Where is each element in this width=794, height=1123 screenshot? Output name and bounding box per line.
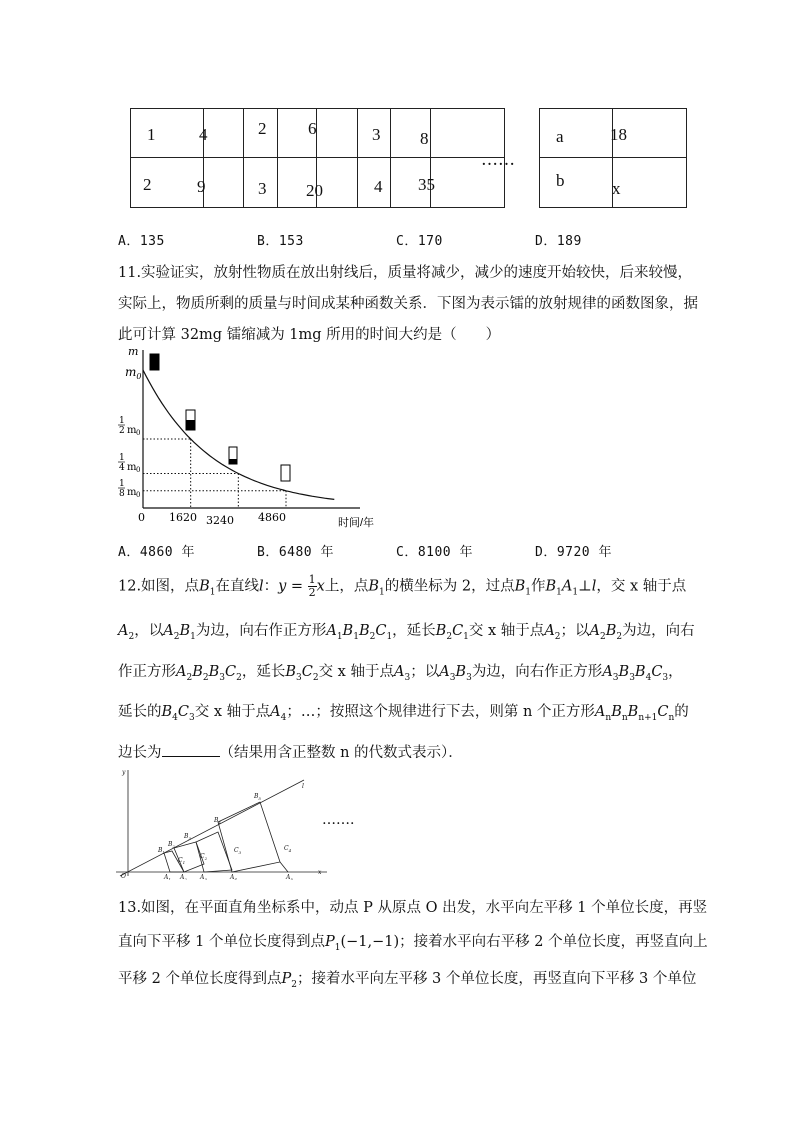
grid-cell: 6 [308, 119, 317, 138]
svg-text:4: 4 [119, 463, 125, 473]
grid-cell: b [556, 171, 565, 190]
q11-line-1: 11.实验证实，放射性物质在放出射线后，质量将减少，减少的速度开始较快，后来较慢， [118, 265, 693, 281]
svg-text:B2: $B_2$ [168, 841, 175, 849]
q12-line-2: $A_2$，以$A_2B_1$为边，向右作正方形$A_1B_1B_2C_1$，延长$B_2C_1$交 x 轴于点$A_2$；以$A_2B_2$为边，向右 [118, 623, 695, 642]
svg-text:2: 2 [119, 426, 125, 436]
sample-icon-quarter-fill [229, 459, 237, 464]
grid-cell: 8 [420, 129, 429, 148]
svg-text:C4: $C_4$ [284, 845, 292, 853]
q11-option-a: A．4860 年 [118, 545, 195, 560]
grid-cell: 35 [418, 175, 435, 194]
svg-text:x: x [318, 869, 322, 876]
grid-cell: 4 [199, 125, 208, 144]
y-axis-label: m [128, 345, 139, 358]
q12-line-3: 作正方形$A_2B_2B_3C_2$，延长$B_3C_2$交 x 轴于点$A_3$；以$A_3B_3$为边，向右作正方形$A_3B_3B_4C_3$， [118, 664, 683, 683]
x-tick-0: 0 [138, 511, 145, 524]
squares-figure [112, 768, 342, 880]
svg-text:1: 1 [119, 453, 125, 463]
q12-line-5: 边长为 （结果用含正整数 n 的代数式表示）． [118, 745, 463, 761]
grid-cell: 3 [372, 125, 381, 144]
q10-option-c: C．170 [396, 234, 443, 249]
q11-option-c: C．8100 年 [396, 545, 473, 560]
svg-text:8: 8 [119, 489, 125, 499]
grid-cell: x [612, 179, 621, 198]
q10-option-d: D．189 [535, 234, 582, 249]
grid-cell: 3 [258, 179, 267, 198]
svg-text:A1: $A_1$ [164, 874, 171, 880]
svg-text:C3: $C_3$ [234, 847, 242, 855]
decay-curve [143, 370, 334, 499]
sample-icon-half-fill [186, 420, 195, 430]
svg-text:O: O [121, 873, 126, 880]
grid-4 [539, 108, 687, 208]
sample-icon-full [150, 354, 159, 370]
svg-text:A5: $A_5$ [286, 874, 293, 880]
grid-cell: 20 [306, 181, 323, 200]
grid-cell: a [556, 127, 564, 146]
svg-text:l: l [302, 783, 304, 790]
svg-text:m: m [127, 425, 137, 436]
sample-icon-eighth [281, 465, 290, 481]
svg-text:0: 0 [136, 491, 141, 499]
grid-cell: 18 [610, 125, 627, 144]
q10-option-b: B．153 [257, 234, 304, 249]
q11-option-b: B．6480 年 [257, 545, 334, 560]
figure-ellipsis: ……. [322, 812, 355, 828]
svg-text:C1: $C_1$ [178, 857, 186, 865]
svg-text:1: 1 [119, 416, 125, 426]
svg-text:1: 1 [119, 479, 125, 489]
svg-text:B1: $B_1$ [158, 847, 165, 855]
q13-line-2: 直向下平移 1 个单位长度得到点$P_1(-1,-1)$；接着水平向右平移 2 个单位长度，再竖直向上 [118, 934, 708, 953]
grid-cell: 9 [197, 177, 206, 196]
answer-blank [162, 744, 220, 757]
svg-text:A2: $A_2$ [180, 874, 187, 880]
q10-option-a: A．135 [118, 234, 165, 249]
svg-text:0: 0 [136, 429, 141, 437]
y-tick-m0: $m_0$ [125, 365, 142, 381]
q12-line-1: 12.如图，点$B_1$在直线l：y = $\frac{1}{2}$ x上，点$B_1$的横坐标为 2，过点$B_1$作$B_1A_1\perp l$，交 x 轴于点 [118, 573, 687, 599]
svg-text:m: m [127, 462, 137, 473]
x-tick-1620: 1620 [169, 511, 197, 524]
q13-line-3: 平移 2 个单位长度得到点$P_2$；接着水平向左平移 3 个单位长度，再竖直向下平移 3 个单位 [118, 971, 697, 990]
grid-cell: 2 [258, 119, 267, 138]
grid-cell: 2 [143, 175, 152, 194]
svg-text:C2: $C_2$ [200, 853, 208, 861]
svg-text:A4: $A_4$ [230, 874, 237, 880]
svg-text:m: m [127, 487, 137, 498]
decay-chart [110, 340, 410, 535]
y-tick-eighth [118, 479, 140, 499]
svg-text:B3: $B_3$ [184, 833, 191, 841]
q11-line-3: 此可计算 32mg 镭缩减为 1mg 所用的时间大约是（ ） [118, 327, 501, 343]
q13-line-1: 13.如图，在平面直角坐标系中，动点 P 从原点 O 出发，水平向左平移 1 个单位长度，再竖 [118, 900, 708, 916]
svg-text:0: 0 [136, 466, 141, 474]
x-tick-3240: 3240 [206, 514, 234, 527]
grid-cell: 4 [374, 177, 383, 196]
q11-option-d: D．9720 年 [535, 545, 612, 560]
svg-text:B5: $B_5$ [254, 793, 261, 801]
x-tick-4860: 4860 [258, 511, 286, 524]
y-tick-half [118, 416, 140, 437]
svg-text:B4: $B_4$ [214, 817, 221, 825]
x-axis-label: 时间/年 [338, 517, 375, 529]
ellipsis: …… [481, 150, 515, 170]
q12-line-4: 延长的$B_4C_3$交 x 轴于点$A_4$；…；按照这个规律进行下去，则第 n 个正方形$A_nB_nB_{n+1}C_n$的 [118, 704, 689, 723]
grid-cell: 1 [147, 125, 156, 144]
q11-line-2: 实际上，物质所剩的质量与时间成某种函数关系．下图为表示镭的放射规律的函数图象，据 [118, 296, 698, 312]
svg-text:A3: $A_3$ [200, 874, 207, 880]
svg-text:y: y [122, 769, 126, 776]
y-tick-quarter [118, 453, 140, 474]
